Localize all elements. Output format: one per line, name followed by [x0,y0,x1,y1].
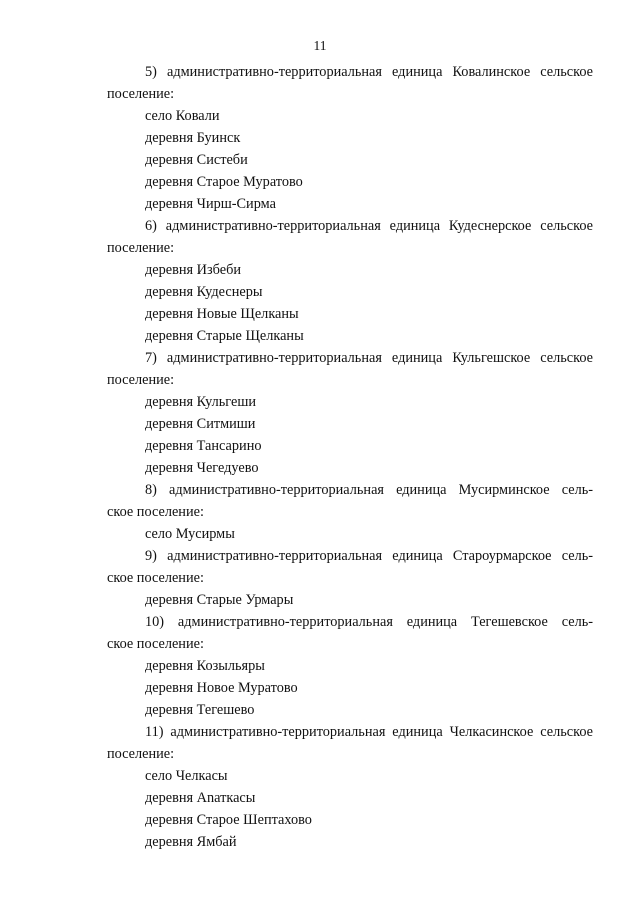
settlement-item: деревня Систеби [145,152,248,168]
settlement-item: деревня Тегешево [145,702,255,718]
settlement-item: деревня Старое Муратово [145,174,303,190]
section-heading-6: 6) административно-территориальная единица Кудеснерское сельское [145,218,593,234]
section-heading-9-end: ское поселение: [107,570,204,586]
settlement-item: деревня Новые Щелканы [145,306,299,322]
section-heading-7-end: поселение: [107,372,175,388]
settlement-item: село Ковали [145,108,220,124]
settlement-item: деревня Кульгеши [145,394,256,410]
settlement-item: деревня Старое Шептахово [145,812,312,828]
settlement-item: деревня Буинск [145,130,241,146]
settlement-item: деревня Козыльяры [145,658,265,674]
settlement-item: деревня Кудеснеры [145,284,263,300]
settlement-item: деревня Ситмиши [145,416,256,432]
section-heading-9: 9) административно-территориальная единица Староурмарское сель- [145,548,593,564]
page-number: 11 [313,38,327,53]
settlement-item: деревня Чирш-Сирма [145,196,276,212]
section-heading-5-end: поселение: [107,86,175,102]
settlement-item: деревня Новое Муратово [145,680,298,696]
section-heading-7: 7) административно-территориальная единица Кульгешское сельское [145,350,593,366]
settlement-item: деревня Тансарино [145,438,262,454]
section-heading-8: 8) административно-территориальная единица Мусирминское сель- [145,482,593,498]
settlement-item: деревня Чегедуево [145,460,259,476]
section-heading-8-end: ское поселение: [107,504,204,520]
settlement-item: село Челкасы [145,768,228,784]
section-heading-5: 5) административно-территориальная единица Ковалинское сельское [145,64,593,80]
document-body [107,61,593,853]
settlement-item: деревня Старые Урмары [145,592,294,608]
section-heading-10: 10) административно-территориальная единица Тегешевское сель- [145,614,593,630]
settlement-item: деревня Аnаткасы [145,790,256,806]
section-heading-10-end: ское поселение: [107,636,204,652]
section-heading-11-end: поселение: [107,746,175,762]
settlement-item: деревня Избеби [145,262,241,278]
settlement-item: деревня Ямбай [145,834,237,850]
section-heading-6-end: поселение: [107,240,175,256]
section-heading-11: 11) административно-территориальная единица Челкасинское сельское [145,724,593,740]
settlement-item: деревня Старые Щелканы [145,328,304,344]
settlement-item: село Мусирмы [145,526,235,542]
